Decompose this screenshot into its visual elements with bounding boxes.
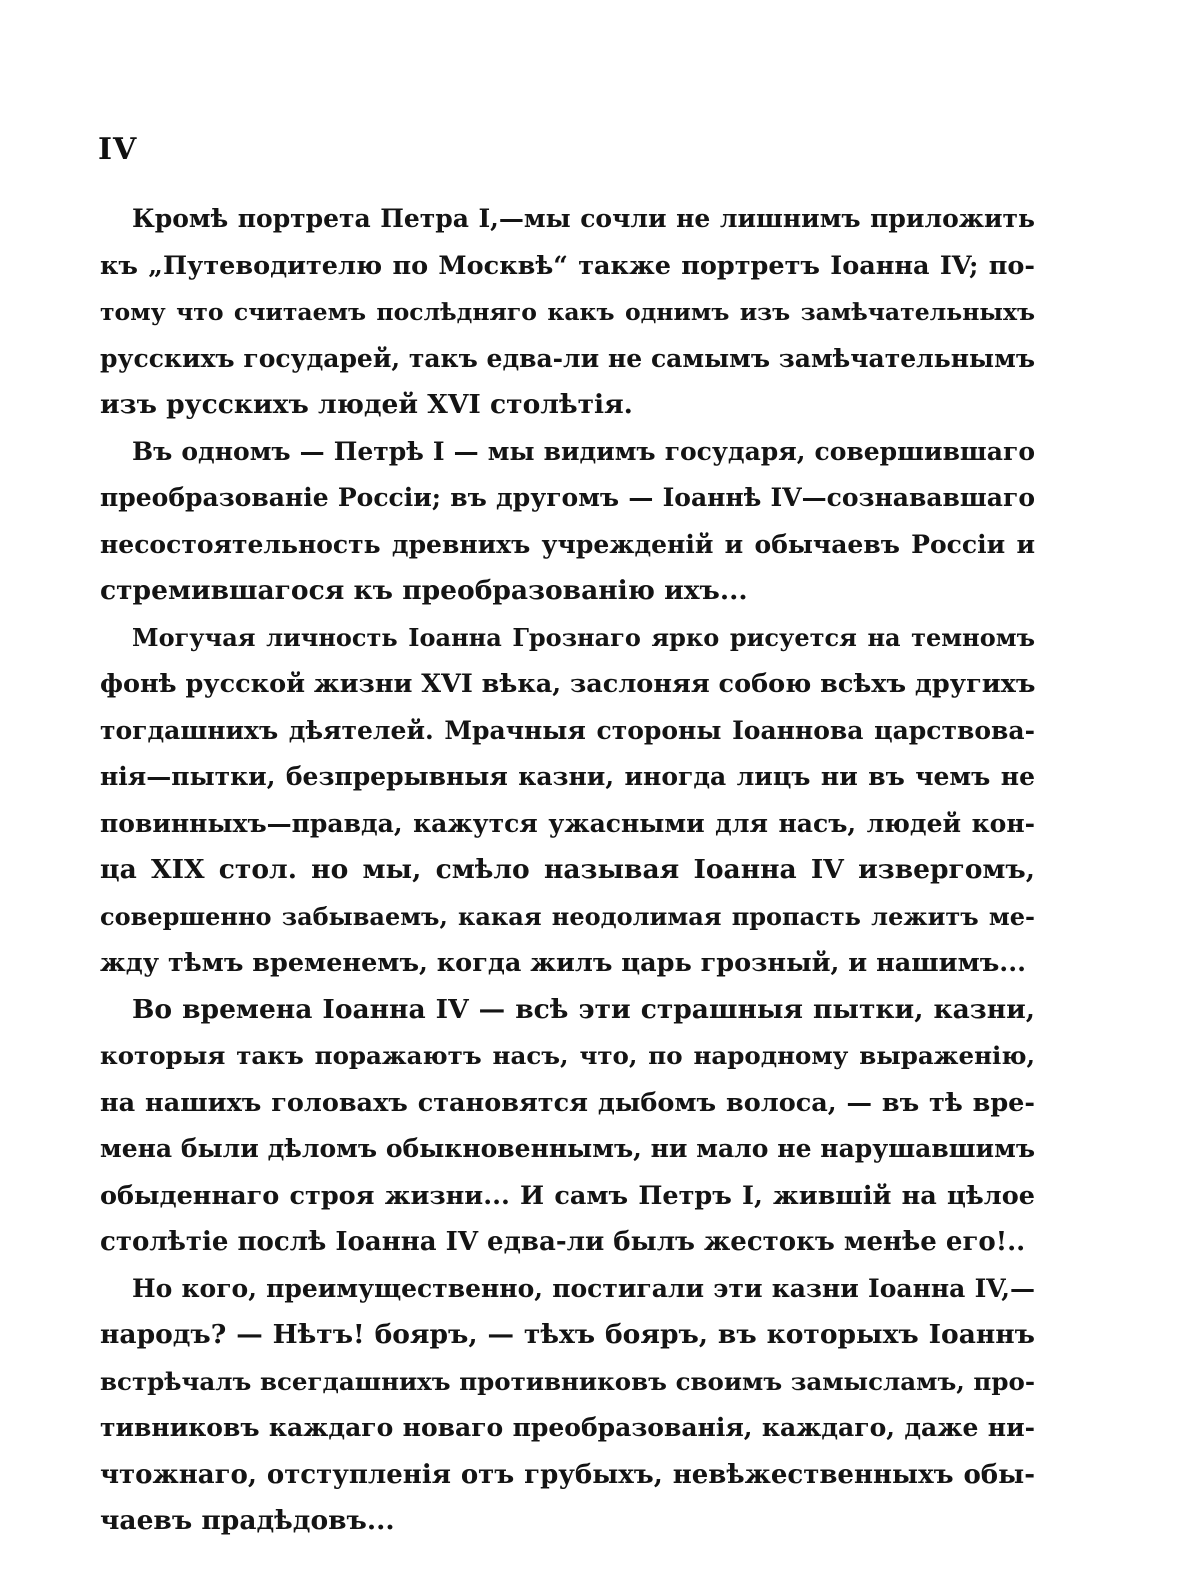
- text-line: стремившагося къ преобразованію ихъ...: [100, 575, 748, 606]
- text-line: тивниковъ каждаго новаго преобразованія, каждаго, даже ни-: [100, 1413, 1035, 1442]
- text-line: Во времена Іоанна IV — всѣ эти страшныя пытки, казни,: [132, 993, 1035, 1025]
- text-line: Могучая личность Іоанна Грознаго ярко рисуется на темномъ: [132, 622, 1035, 652]
- text-line: мена были дѣломъ обыкновеннымъ, ни мало не нарушавшимъ: [100, 1134, 1035, 1163]
- text-line: несостоятельность древнихъ учрежденій и обычаевъ Россіи и: [100, 529, 1035, 559]
- page-number: IV: [98, 132, 138, 167]
- text-line: совершенно забываемъ, какая неодолимая пропасть лежитъ ме-: [100, 901, 1035, 931]
- text-line: обыденнаго строя жизни... И самъ Петръ I, жившій на цѣлое: [100, 1180, 1035, 1211]
- text-line: фонѣ русской жизни XVI вѣка, заслоняя собою всѣхъ другихъ: [100, 669, 1035, 699]
- text-line: преобразованіе Россіи; въ другомъ — Іоаннѣ IV—сознававшаго: [100, 483, 1035, 512]
- body-text: [100, 196, 1035, 1545]
- text-line: которыя такъ поражаютъ насъ, что, по народному выраженію,: [100, 1041, 1035, 1070]
- text-line: чаевъ прадѣдовъ...: [100, 1505, 395, 1536]
- text-line: изъ русскихъ людей XVI столѣтія.: [100, 389, 633, 420]
- text-line: народъ? — Нѣтъ! бояръ, — тѣхъ бояръ, въ которыхъ Іоаннъ: [100, 1319, 1035, 1350]
- text-line: Въ одномъ — Петрѣ I — мы видимъ государя, совершившаго: [132, 436, 1035, 466]
- text-line: столѣтіе послѣ Іоанна IV едва-ли былъ жестокъ менѣе его!..: [100, 1227, 1026, 1257]
- text-line: ца XIX стол. но мы, смѣло называя Іоанна IV извергомъ,: [100, 854, 1035, 885]
- text-line: жду тѣмъ временемъ, когда жилъ царь грозный, и нашимъ...: [100, 948, 1026, 978]
- text-line: чтожнаго, отступленія отъ грубыхъ, невѣжественныхъ обы-: [100, 1459, 1035, 1490]
- text-line: русскихъ государей, такъ едва-ли не самымъ замѣчательнымъ: [100, 343, 1035, 373]
- text-line: на нашихъ головахъ становятся дыбомъ волоса, — въ тѣ вре-: [100, 1087, 1035, 1118]
- text-line: Кромѣ портрета Петра I,—мы сочли не лишнимъ приложить: [132, 204, 1035, 233]
- text-line: нія—пытки, безпрерывныя казни, иногда лицъ ни въ чемъ не: [100, 762, 1035, 791]
- text-line: тому что считаемъ послѣдняго какъ однимъ изъ замѣчательныхъ: [100, 298, 1035, 326]
- text-line: повинныхъ—правда, кажутся ужасными для насъ, людей кон-: [100, 808, 1035, 838]
- text-line: къ „Путеводителю по Москвѣ“ также портретъ Іоанна IV; по-: [100, 250, 1035, 281]
- text-line: Но кого, преимущественно, постигали эти казни Іоанна IV,—: [132, 1273, 1035, 1303]
- text-line: встрѣчалъ всегдашнихъ противниковъ своимъ замысламъ, про-: [100, 1366, 1035, 1396]
- text-line: тогдашнихъ дѣятелей. Мрачныя стороны Іоаннова царствова-: [100, 715, 1035, 745]
